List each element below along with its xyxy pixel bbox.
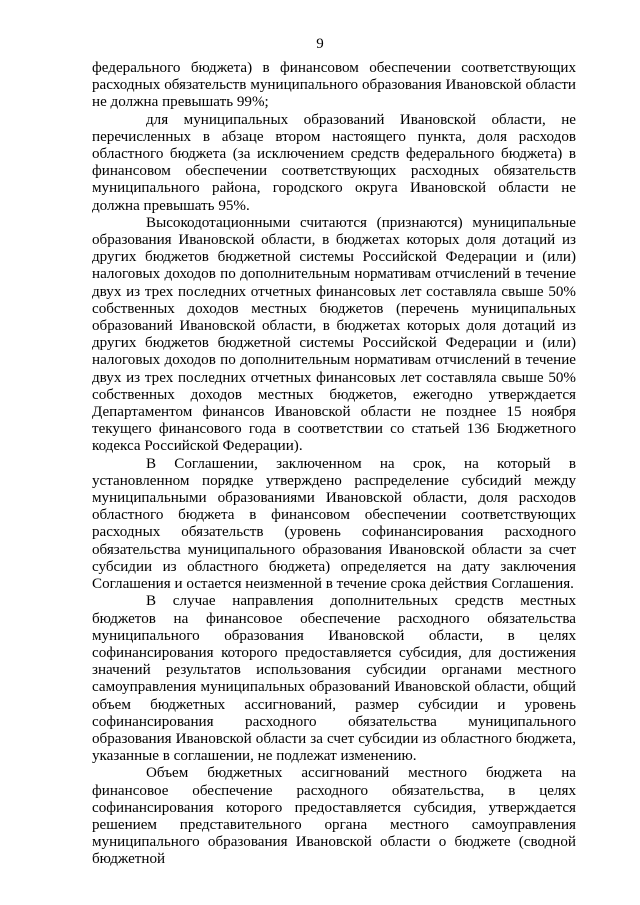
paragraph-agreement-term: В Соглашении, заключенном на срок, на который в установленном порядке утверждено распределение субсидий между муниципальными образованиями Ивановской области, доля расходов областного бюджета в финансовом обеспечении соответствующих расходных обязательств (уровень софинансирования расходного обязательства муниципального образования Ивановской области за счет субсидии из областного бюджета) определяется на дату заключения Соглашения и остается неизменной в течение срока действия Соглашения. — [92, 455, 576, 593]
page-number: 9 — [316, 36, 324, 52]
paragraph-additional-funds: В случае направления дополнительных средств местных бюджетов на финансовое обеспечение расходного обязательства муниципального образования Ивановской области, в целях софинансирования которого предоставляется субсидия, для достижения значений результатов использования субсидии органами местного самоуправления муниципальных образований Ивановской области, общий объем бюджетных ассигнований, размер субсидии и уровень софинансирования расходного обязательства муниципального образования Ивановской области за счет субсидии из областного бюджета, указанные в соглашении, не подлежат изменению. — [92, 593, 576, 765]
document-body — [92, 60, 576, 869]
paragraph-other-municipalities: для муниципальных образований Ивановской области, не перечисленных в абзаце втором настоящего пункта, доля расходов областного бюджета (за исключением средств федерального бюджета) в финансовом обеспечении соответствующих расходных обязательств муниципального района, городского округа Ивановской области не должна превышать 95%. — [92, 111, 576, 214]
paragraph-highly-subsidized: Высокодотационными считаются (признаются) муниципальные образования Ивановской области, в бюджетах которых доля дотаций из других бюджетов бюджетной системы Российской Федерации и (или) налоговых доходов по дополнительным нормативам отчислений в течение двух из трех последних отчетных финансовых лет составляла свыше 50% собственных доходов местных бюджетов (перечень муниципальных образований Ивановской области, в бюджетах которых доля дотаций из других бюджетов бюджетной системы Российской Федерации и (или) налоговых доходов по дополнительным нормативам отчислений в течение двух из трех последних отчетных финансовых лет составляла свыше 50% собственных доходов местных бюджетов, ежегодно утверждается Департаментом финансов Ивановской области не позднее 15 ноября текущего финансового года в соответствии со статьей 136 Бюджетного кодекса Российской Федерации). — [92, 214, 576, 455]
paragraph-continuation: федерального бюджета) в финансовом обеспечении соответствующих расходных обязательств муниципального образования Ивановской области не должна превышать 99%; — [92, 60, 576, 111]
paragraph-budget-allocations: Объем бюджетных ассигнований местного бюджета на финансовое обеспечение расходного обязательства, в целях софинансирования которого предоставляется субсидия, утверждается решением представительного органа местного самоуправления муниципального образования Ивановской области о бюджете (сводной бюджетной — [92, 765, 576, 868]
